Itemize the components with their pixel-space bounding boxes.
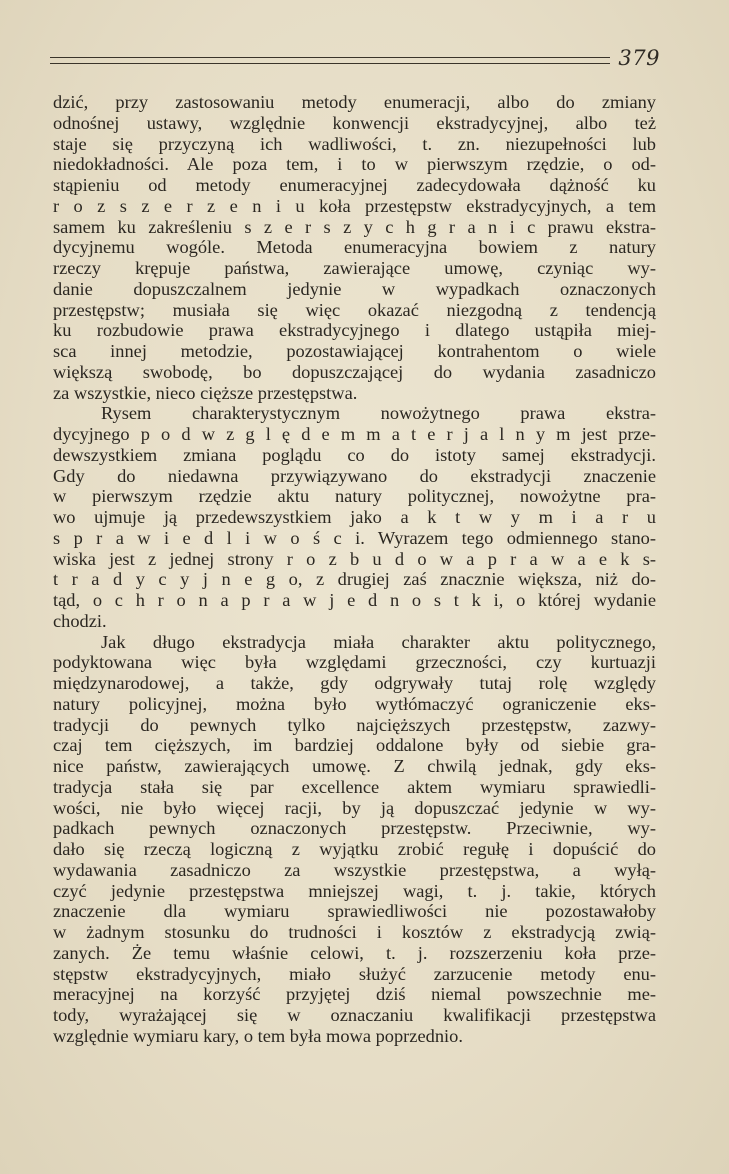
text-line: stąpieniu od metody enumeracyjnej zadecydowała dążność ku <box>53 175 656 195</box>
text-line: tradycja stała się par excellence aktem wymiaru sprawiedli- <box>53 776 656 797</box>
text-line: samem ku zakreśleniu s z e r s z y c h g r a n i c prawu ekstra- <box>53 216 656 237</box>
text-line: s p r a w i e d l i w o ś c i. Wyrazem tego odmiennego stano- <box>53 527 656 548</box>
text-line: sca innej metodzie, pozostawiającej kontrahentom o wiele <box>53 341 656 361</box>
text-line: r o z s z e r z e n i u koła przestępstw ekstradycyjnych, a tem <box>53 195 656 216</box>
text-line: tody, wyrażającej się w oznaczaniu kwalifikacji przestępstwa <box>53 1005 656 1025</box>
text-line: dzić, przy zastosowaniu metody enumeracji, albo do zmiany <box>53 92 656 112</box>
text-line: podyktowana więc była względami grzeczności, czy kurtuazji <box>53 652 656 673</box>
text-line: odnośnej ustawy, względnie konwencji ekstradycyjnej, albo też <box>53 112 656 133</box>
text-line: rzeczy krępuje państwa, zawierające umowę, czyniąc wy- <box>53 258 656 278</box>
text-line: dewszystkiem zmiana poglądu co do istoty samej ekstradycji. <box>53 444 656 465</box>
text-line: znaczenie dla wymiaru sprawiedliwości nie pozostawałoby <box>53 901 656 922</box>
text-line: czyć jedynie przestępstwa mniejszej wagi, t. j. takie, których <box>53 880 656 901</box>
text-line: dało się rzeczą logiczną z wyjątku zrobić regułę i dopuścić do <box>53 839 656 859</box>
text-line: tradycji do pewnych tylko najcięższych przestępstw, zazwy- <box>53 714 656 735</box>
text-line: zanych. Że temu właśnie celowi, t. j. rozszerzeniu koła prze- <box>53 942 656 963</box>
text-line: stępstw ekstradycyjnych, miało służyć zarzucenie metody enu- <box>53 963 656 984</box>
text-line: w pierwszym rzędzie aktu natury politycznej, nowożytne pra- <box>53 486 656 507</box>
text-line: niedokładności. Ale poza tem, i to w pierwszym rzędzie, o od- <box>53 154 656 175</box>
page-number: 379 <box>618 46 660 70</box>
text-line: większą swobodę, bo dopuszczającej do wydania zasadniczo <box>53 361 656 382</box>
text-line: względnie wymiaru kary, o tem była mowa poprzednio. <box>53 1025 463 1046</box>
text-line: meracyjnej na korzyść przyjętej dziś niemal powszechnie me- <box>53 984 656 1005</box>
text-line: padkach pewnych oznaczonych przestępstw. Przeciwnie, wy- <box>53 818 656 839</box>
text-line: wydawania zasadniczo za wszystkie przestępstwa, a wyłą- <box>53 859 656 880</box>
text-line: dycyjnego p o d w z g l ę d e m m a t e r j a l n y m jest prze- <box>53 424 656 444</box>
page-header <box>50 46 660 76</box>
text-line: danie dopuszczalnem jedynie w wypadkach oznaczonych <box>53 278 656 299</box>
text-line: czaj tem cięższych, im bardziej oddalone były od siebie gra- <box>53 735 656 756</box>
text-line: t r a d y c y j n e g o, z drugiej zaś znacznie większa, niż do- <box>53 569 656 590</box>
text-line: wiska jest z jednej strony r o z b u d o w a p r a w a e k s- <box>53 548 656 569</box>
body-text <box>53 92 656 1047</box>
text-line: tąd, o c h r o n a p r a w j e d n o s t k i, o której wydanie <box>53 590 656 610</box>
text-line: przestępstw; musiała się więc okazać niezgodną z tendencją <box>53 299 656 320</box>
text-line: międzynarodowej, a także, gdy odgrywały tutaj rolę względy <box>53 673 656 693</box>
text-line: Rysem charakterystycznym nowożytnego prawa ekstra- <box>101 403 656 424</box>
text-line: wości, nie było więcej racji, by ją dopuszczać jedynie w wy- <box>53 797 656 818</box>
text-line: Gdy do niedawna przywiązywano do ekstradycji znaczenie <box>53 465 656 486</box>
text-line: za wszystkie, nieco cięższe przestępstwa. <box>53 382 358 403</box>
header-double-rule <box>50 57 610 64</box>
text-line: wo ujmuje ją przedewszystkiem jako a k t w y m i a r u <box>53 507 656 527</box>
text-line: Jak długo ekstradycja miała charakter aktu politycznego, <box>101 631 656 652</box>
text-line: staje się przyczyną ich wadliwości, t. zn. niezupełności lub <box>53 133 656 154</box>
text-line: nice państw, zawierających umowę. Z chwilą jednak, gdy eks- <box>53 756 656 776</box>
text-line: w żadnym stosunku do trudności i kosztów z ekstradycją zwią- <box>53 922 656 942</box>
text-line: ku rozbudowie prawa ekstradycyjnego i dlatego ustąpiła miej- <box>53 320 656 341</box>
text-line: chodzi. <box>53 610 107 631</box>
text-line: dycyjnemu wogóle. Metoda enumeracyjna bowiem z natury <box>53 237 656 258</box>
text-line: natury policyjnej, można było wytłómaczyć ograniczenie eks- <box>53 693 656 714</box>
